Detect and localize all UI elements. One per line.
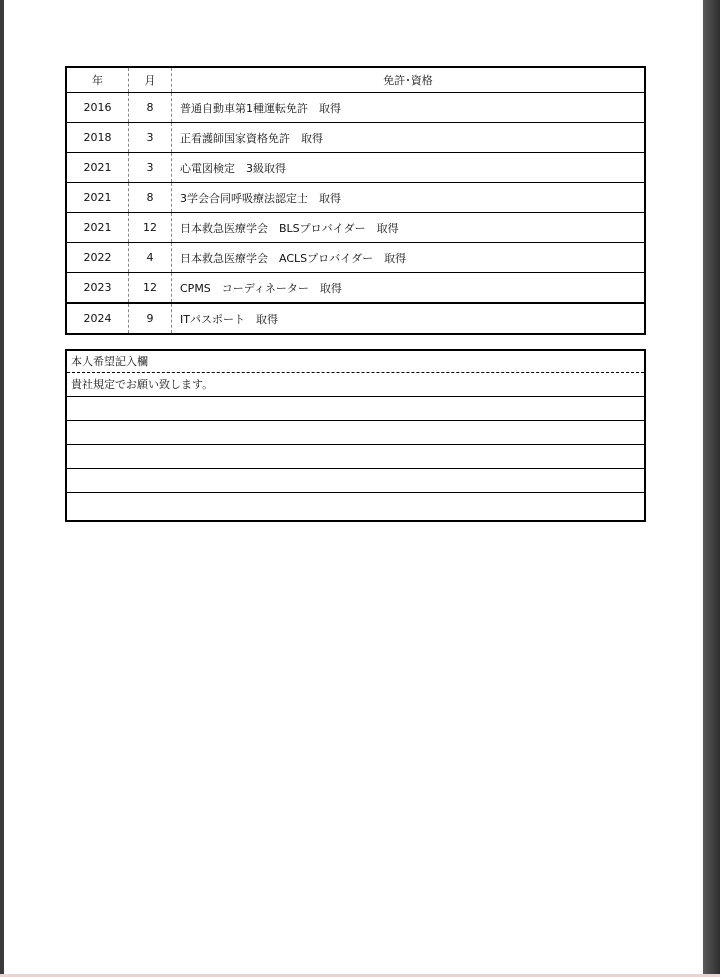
- table-row: [66, 213, 645, 243]
- table-row: [66, 243, 645, 273]
- row-license: 日本救急医療学会 BLSプロバイダー 取得: [172, 213, 646, 243]
- table-row: [66, 273, 645, 304]
- table-row: [66, 183, 645, 213]
- wish-line: [67, 469, 644, 493]
- row-license: 普通自動車第1種運転免許 取得: [172, 93, 646, 123]
- row-year: 2023: [66, 273, 129, 304]
- month-header: 月: [129, 67, 172, 93]
- table-row: [66, 153, 645, 183]
- row-month: 3: [129, 123, 172, 153]
- row-year: 2016: [66, 93, 129, 123]
- wish-line: [67, 397, 644, 421]
- row-year: 2021: [66, 153, 129, 183]
- document-page: [4, 0, 703, 974]
- licenses-table: [65, 66, 646, 335]
- row-license: 正看護師国家資格免許 取得: [172, 123, 646, 153]
- wish-line: [67, 445, 644, 469]
- row-license: 日本救急医療学会 ACLSプロバイダー 取得: [172, 243, 646, 273]
- license-header: 免許･資格: [172, 67, 646, 93]
- row-month: 8: [129, 93, 172, 123]
- table-row: [66, 93, 645, 123]
- row-month: 8: [129, 183, 172, 213]
- row-month: 12: [129, 213, 172, 243]
- licenses-header-row: [66, 67, 645, 93]
- personal-wish-section: [65, 349, 646, 522]
- row-month: 4: [129, 243, 172, 273]
- wish-line: [67, 421, 644, 445]
- row-year: 2021: [66, 183, 129, 213]
- row-month: 9: [129, 303, 172, 334]
- row-license: 3学会合同呼吸療法認定士 取得: [172, 183, 646, 213]
- table-row: [66, 123, 645, 153]
- viewer-scrollbar-track[interactable]: [703, 0, 720, 974]
- year-header: 年: [66, 67, 129, 93]
- table-row: [66, 303, 645, 334]
- row-year: 2024: [66, 303, 129, 334]
- wish-title: 本人希望記入欄: [67, 351, 644, 373]
- row-month: 3: [129, 153, 172, 183]
- row-license: ITパスポート 取得: [172, 303, 646, 334]
- row-license: CPMS コーディネーター 取得: [172, 273, 646, 304]
- row-month: 12: [129, 273, 172, 304]
- row-license: 心電図検定 3級取得: [172, 153, 646, 183]
- row-year: 2021: [66, 213, 129, 243]
- row-year: 2022: [66, 243, 129, 273]
- wish-line: 貴社規定でお願い致します。: [67, 373, 644, 397]
- wish-line: [67, 493, 644, 518]
- row-year: 2018: [66, 123, 129, 153]
